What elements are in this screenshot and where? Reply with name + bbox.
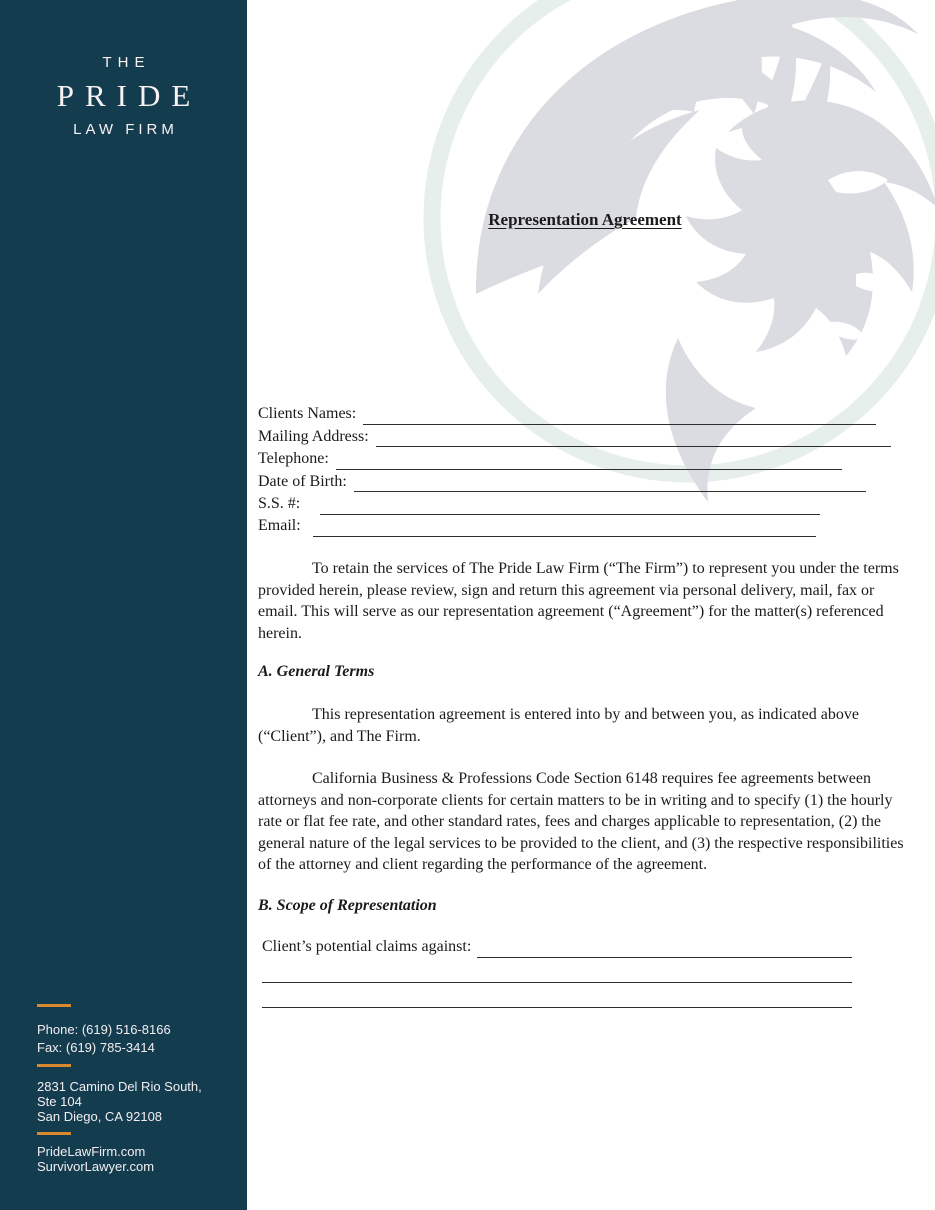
claims-against-blank-1[interactable] [477,941,852,958]
phone-number: Phone: (619) 516-8166 [37,1022,171,1037]
section-a-paragraph-2: California Business & Professions Code Section 6148 requires fee agreements between attorneys and non-corporate clients for certain matters to be in writing and to specify (1) the hourly rate or flat fee rate, and other standard rates, fees and charges applicable to representation, (2) the general nature of the legal services to be provided to the client, and (3) the respective responsibilities of the attorney and client regarding the performance of the agreement. [258,770,904,874]
address-line-2: Ste 104 [37,1094,82,1109]
claims-against-blank-2[interactable] [262,958,852,983]
telephone-field [258,447,842,469]
firm-logo [0,54,247,138]
document-body [247,0,935,1210]
websites-block [37,1144,237,1174]
email-field [258,515,816,537]
page-title: Representation Agreement [488,210,682,229]
clients-names-field [258,403,876,425]
ssn-label: S.S. #: [258,494,301,512]
claims-against-blank-3[interactable] [262,983,852,1008]
date-of-birth-label: Date of Birth: [258,472,347,490]
mailing-address-label: Mailing Address: [258,427,369,445]
telephone-label: Telephone: [258,450,329,468]
logo-pride: PRIDE [56,78,202,113]
website-link-survivorlawyer[interactable]: SurvivorLawyer.com [37,1159,155,1174]
intro-paragraph: To retain the services of The Pride Law Firm (“The Firm”) to represent you under the terms provided herein, please review, sign and return this agreement via personal delivery, mail, fax or email. This will serve as our representation agreement (“Agreement”) for the matter(s) referenced herein. [258,559,899,642]
logo-the: THE [102,54,151,71]
clients-names-label: Clients Names: [258,405,357,423]
telephone-blank[interactable] [336,453,842,470]
date-of-birth-blank[interactable] [354,475,866,492]
contact-block [37,1022,237,1055]
ssn-field [258,492,820,514]
fax-number: Fax: (619) 785-3414 [37,1040,155,1055]
divider [37,1004,71,1007]
claims-against-label: Client’s potential claims against: [262,938,472,956]
claims-against-field [258,936,852,958]
address-block [37,1079,237,1124]
divider [37,1132,71,1135]
mailing-address-blank[interactable] [376,430,891,447]
section-b-heading: B. Scope of Representation [258,897,437,915]
sidebar [0,0,247,1210]
email-label: Email: [258,517,301,535]
logo-law-firm: LAW FIRM [73,121,178,138]
sidebar-contact-info [37,1004,237,1174]
address-line-1: 2831 Camino Del Rio South, [37,1079,202,1094]
divider [37,1064,71,1067]
clients-names-blank[interactable] [363,408,876,425]
ssn-blank[interactable] [320,498,820,515]
date-of-birth-field [258,470,866,492]
address-line-3: San Diego, CA 92108 [37,1109,163,1124]
website-link-pridelawfirm[interactable]: PrideLawFirm.com [37,1144,146,1159]
section-a-heading: A. General Terms [258,663,375,681]
section-a-paragraph-1: This representation agreement is entered into by and between you, as indicated above (“Client”), and The Firm. [258,705,859,745]
email-blank[interactable] [313,520,816,537]
mailing-address-field [258,425,891,447]
client-info-fields [258,403,912,537]
